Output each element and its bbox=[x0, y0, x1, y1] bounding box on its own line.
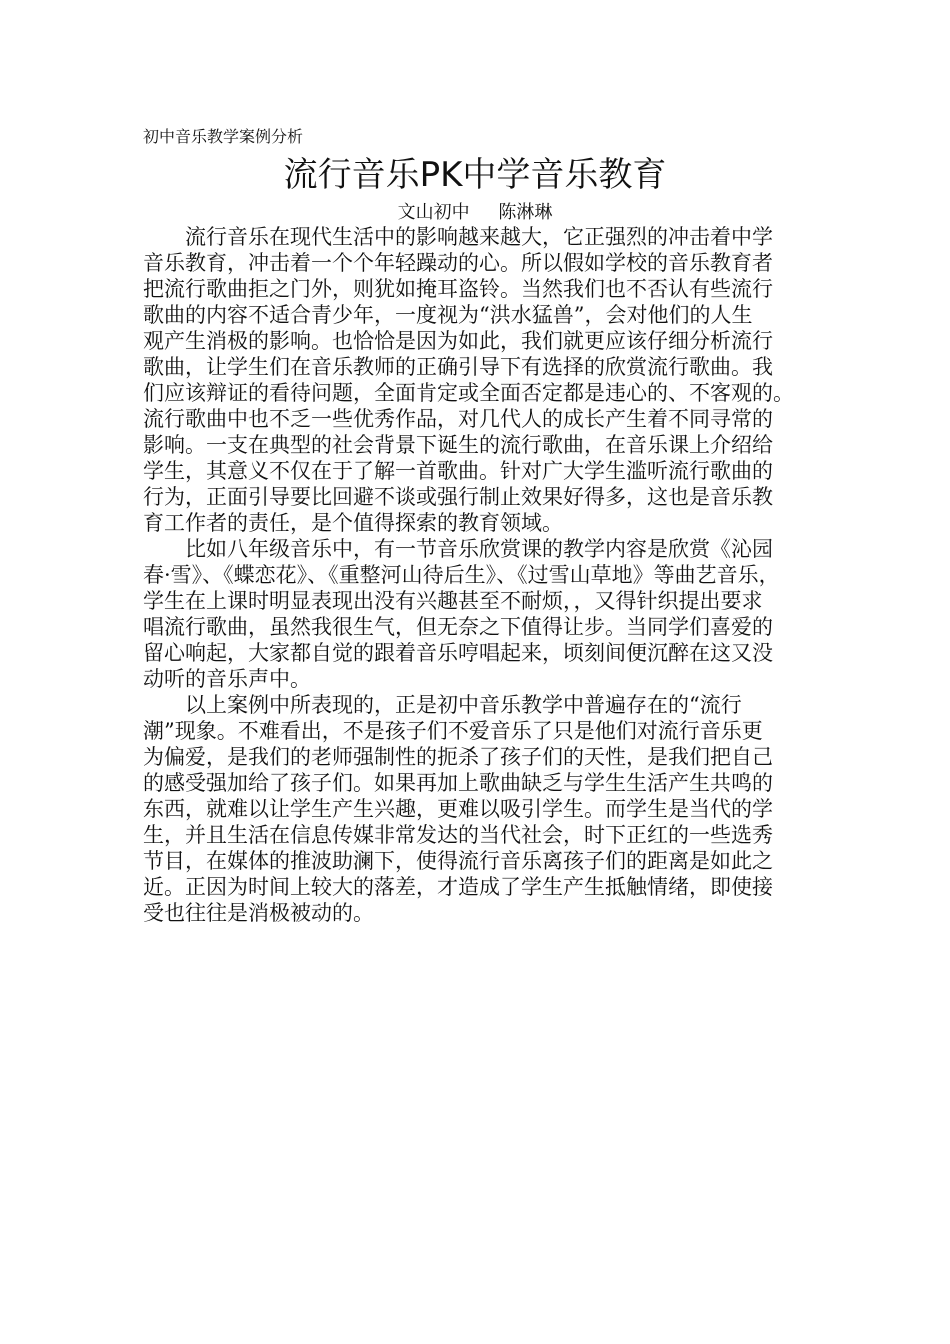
paragraph-3 bbox=[143, 692, 815, 926]
text-line: 观产生消极的影响。也恰恰是因为如此，我们就更应该仔细分析流行 bbox=[143, 329, 773, 353]
text-line: 比如八年级音乐中，有一节音乐欣赏课的教学内容是欣赏《沁园 bbox=[185, 537, 773, 561]
text-line: 东西，就难以让学生产生兴趣，更难以吸引学生。而学生是当代的学 bbox=[143, 797, 773, 821]
paragraph-1 bbox=[143, 224, 815, 536]
text-line: 为偏爱，是我们的老师强制性的扼杀了孩子们的天性，是我们把自己 bbox=[143, 745, 773, 769]
text-line: 流行歌曲中也不乏一些优秀作品，对几代人的成长产生着不同寻常的 bbox=[143, 407, 773, 431]
header-note: 初中音乐教学案例分析 bbox=[143, 127, 304, 146]
body-text bbox=[143, 224, 815, 926]
text-line: 的感受强加给了孩子们。如果再加上歌曲缺乏与学生生活产生共鸣的 bbox=[143, 771, 773, 795]
text-line: 影响。一支在典型的社会背景下诞生的流行歌曲，在音乐课上介绍给 bbox=[143, 433, 773, 457]
text-line: 音乐教育，冲击着一个个年轻躁动的心。所以假如学校的音乐教育者 bbox=[143, 251, 773, 275]
text-line: 留心响起，大家都自觉的跟着音乐哼唱起来，顷刻间便沉醉在这又没 bbox=[143, 641, 773, 665]
text-line: 以上案例中所表现的，正是初中音乐教学中普遍存在的“流行 bbox=[185, 693, 742, 717]
text-line: 把流行歌曲拒之门外，则犹如掩耳盗铃。当然我们也不否认有些流行 bbox=[143, 277, 773, 301]
text-line: 近。正因为时间上较大的落差，才造成了学生产生抵触情绪，即使接 bbox=[143, 875, 773, 899]
text-line: 学生在上课时明显表现出没有兴趣甚至不耐烦，，又得针织提出要求 bbox=[143, 589, 763, 613]
text-line: 歌曲的内容不适合青少年，一度视为“洪水猛兽”，会对他们的人生 bbox=[143, 303, 753, 327]
text-line: 行为，正面引导要比回避不谈或强行制止效果好得多，这也是音乐教 bbox=[143, 485, 773, 509]
text-line: 歌曲，让学生们在音乐教师的正确引导下有选择的欣赏流行歌曲。我 bbox=[143, 355, 773, 379]
text-line: 育工作者的责任，是个值得探索的教育领域。 bbox=[143, 511, 563, 535]
text-line: 们应该辩证的看待问题，全面肯定或全面否定都是违心的、不客观的。 bbox=[143, 381, 794, 405]
text-line: 受也往往是消极被动的。 bbox=[143, 901, 374, 925]
text-line: 学生，其意义不仅在于了解一首歌曲。针对广大学生滥听流行歌曲的 bbox=[143, 459, 773, 483]
text-line: 流行音乐在现代生活中的影响越来越大，它正强烈的冲击着中学 bbox=[185, 225, 773, 249]
text-line: 生，并且生活在信息传媒非常发达的当代社会，时下正红的一些选秀 bbox=[143, 823, 773, 847]
text-line: 春·雪》、《蝶恋花》、《重整河山待后生》、《过雪山草地》等曲艺音乐， bbox=[143, 563, 780, 587]
text-line: 节目，在媒体的推波助澜下，使得流行音乐离孩子们的距离是如此之 bbox=[143, 849, 773, 873]
author-line: 文山初中 陈淋琳 bbox=[397, 202, 553, 223]
text-line: 潮”现象。不难看出，不是孩子们不爱音乐了只是他们对流行音乐更 bbox=[143, 719, 763, 743]
text-line: 唱流行歌曲，虽然我很生气，但无奈之下值得让步。当同学们喜爱的 bbox=[143, 615, 773, 639]
document-title: 流行音乐PK中学音乐教育 bbox=[283, 155, 667, 195]
paragraph-2 bbox=[143, 536, 815, 692]
text-line: 动听的音乐声中。 bbox=[143, 667, 311, 691]
